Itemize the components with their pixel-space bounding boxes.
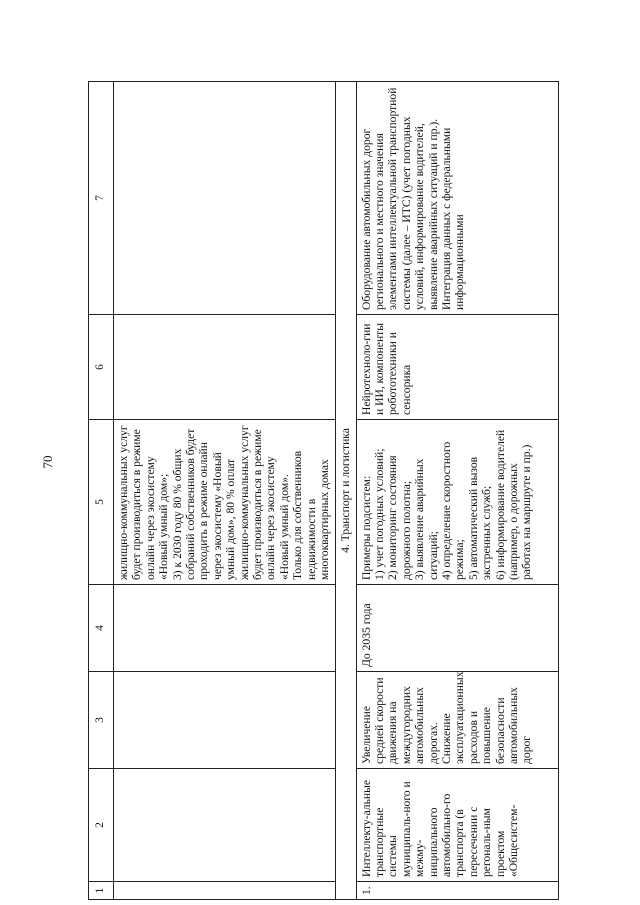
cont-cell-1 xyxy=(114,882,336,900)
row-name: Интеллекту-альные транспортные системы муниципаль-ного и межму-ниципального автомобильно-го транспорта (в пересечении с регональ-ным проектом «Общесистем- xyxy=(356,769,558,882)
table-row xyxy=(356,82,558,900)
header-cell-1: 1 xyxy=(89,882,114,900)
cont-cell-2 xyxy=(114,769,336,882)
continuation-row xyxy=(114,82,336,900)
row-number: 1. xyxy=(356,882,558,900)
row-examples: Примеры подсистем: 1) учет погодных условий; 2) мониторинг состояния дорожного полотна; 3) выявление аварийных ситуаций; 4) определение скоростного режима; 5) автоматический вызов экстренных служб; 6) информирование водителей (например, о дорожных работах на маршруте и пр.) xyxy=(356,420,558,585)
header-cell-6: 6 xyxy=(89,315,114,420)
row-goal: Увеличение средней скорости движения на междугородних автомобильных дорогах. Снижение эксплуатационных расходов и повышение безопасности автомобильных дорог xyxy=(356,672,558,769)
cont-cell-3 xyxy=(114,672,336,769)
section-row xyxy=(335,82,356,900)
table-header-row xyxy=(89,82,114,900)
row-deadline: До 2035 года xyxy=(356,585,558,672)
page-number: 70 xyxy=(40,455,55,469)
header-cell-5: 5 xyxy=(89,420,114,585)
cont-cell-6 xyxy=(114,315,336,420)
section-title: 4. Транспорт и логистика xyxy=(335,82,356,900)
header-cell-2: 2 xyxy=(89,769,114,882)
cont-cell-5: жилищно-коммунальных услуг будет производиться в режиме онлайн через экосистему «Новый умный дом»; 3) к 2030 году 80 % общих собраний собственников будет проходить в режиме онлайн через экосистему «Новый умный дом», 80 % оплат жилищно-коммунальных услуг будет производиться в режиме онлайн через экосистему «Новый умный дом». Только для собственников недвижимости в многоквартирных домах xyxy=(114,420,336,585)
header-cell-3: 3 xyxy=(89,672,114,769)
cont-cell-7 xyxy=(114,82,336,315)
row-technologies: Нейротехноло-гии и ИИ, компоненты робототехники и сенсорика xyxy=(356,315,558,420)
row-equipment: Оборудование автомобильных дорог регионального и местного значения элементами интеллектуальной транспортной системы (далее – ИТС) (учет погодных условий, информирование водителей, выявление аварийных ситуаций и пр.). Интеграция данных с федеральными информационными xyxy=(356,82,558,315)
rotated-table-wrapper xyxy=(88,82,534,900)
header-cell-4: 4 xyxy=(89,585,114,672)
cont-cell-4 xyxy=(114,585,336,672)
header-cell-7: 7 xyxy=(89,82,114,315)
data-table xyxy=(88,81,559,900)
